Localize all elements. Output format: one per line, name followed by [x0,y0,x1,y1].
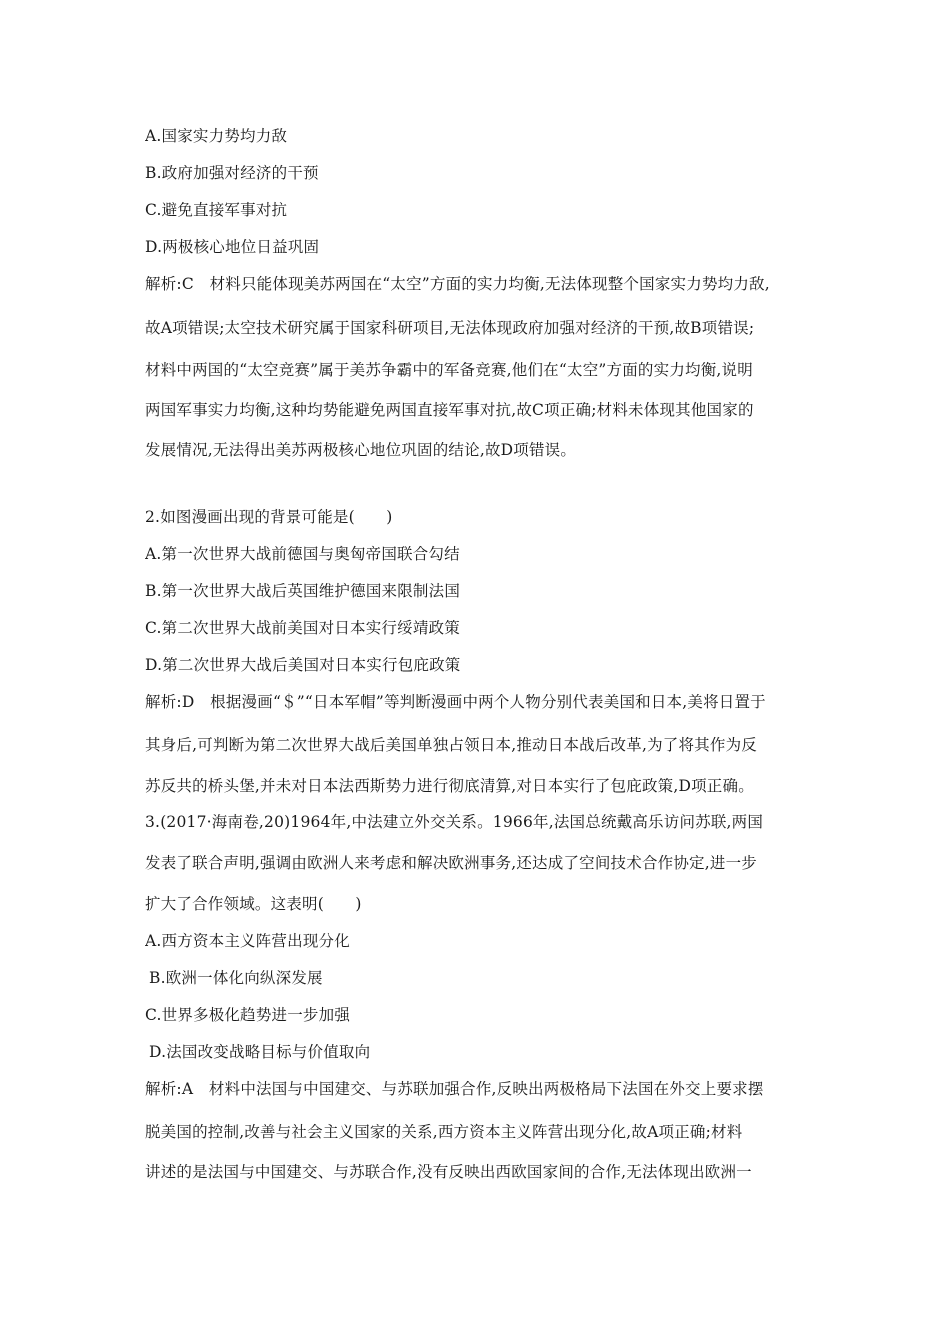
q3-option-d: D.法国改变战略目标与价值取向 [149,1043,371,1061]
q2-analysis-line: 苏反共的桥头堡,并未对日本法西斯势力进行彻底清算,对日本实行了包庇政策,D项正确。 [145,777,754,795]
q1-analysis-line: 发展情况,无法得出美苏两极核心地位巩固的结论,故D项错误。 [145,441,577,459]
q2-option-d: D.第二次世界大战后美国对日本实行包庇政策 [145,656,461,674]
q3-analysis-line: 脱美国的控制,改善与社会主义国家的关系,西方资本主义阵营出现分化,故A项正确;材料 [145,1123,743,1141]
q2-analysis-line: 解析:D 根据漫画“＄”“日本军帽”等判断漫画中两个人物分别代表美国和日本,美将日置于 [145,693,766,711]
q1-option-c: C.避免直接军事对抗 [145,201,288,219]
q1-analysis-line: 两国军事实力均衡,这种均势能避免两国直接军事对抗,故C项正确;材料未体现其他国家的 [145,401,754,419]
q1-option-a: A.国家实力势均力敌 [145,127,288,145]
q1-option-d: D.两极核心地位日益巩固 [145,238,320,256]
q3-analysis-line: 解析:A 材料中法国与中国建交、与苏联加强合作,反映出两极格局下法国在外交上要求摆 [145,1080,764,1098]
q2-stem: 2.如图漫画出现的背景可能是( ) [145,508,393,526]
q1-analysis-line: 解析:C 材料只能体现美苏两国在“太空”方面的实力均衡,无法体现整个国家实力势均力敌, [145,275,770,293]
q3-option-b: B.欧洲一体化向纵深发展 [149,969,323,987]
q1-analysis-line: 故A项错误;太空技术研究属于国家科研项目,无法体现政府加强对经济的干预,故B项错误; [145,319,755,337]
q1-option-b: B.政府加强对经济的干预 [145,164,319,182]
q2-analysis-line: 其身后,可判断为第二次世界大战后美国单独占领日本,推动日本战后改革,为了将其作为反 [145,736,757,754]
q3-stem-line: 扩大了合作领域。这表明( ) [145,895,362,913]
q2-option-c: C.第二次世界大战前美国对日本实行绥靖政策 [145,619,460,637]
q3-option-a: A.西方资本主义阵营出现分化 [145,932,350,950]
q3-analysis-line: 讲述的是法国与中国建交、与苏联合作,没有反映出西欧国家间的合作,无法体现出欧洲一 [145,1163,752,1181]
q1-analysis-line: 材料中两国的“太空竞赛”属于美苏争霸中的军备竞赛,他们在“太空”方面的实力均衡,说明 [145,361,753,379]
q2-option-b: B.第一次世界大战后英国维护德国来限制法国 [145,582,461,600]
q3-stem-line: 发表了联合声明,强调由欧洲人来考虑和解决欧洲事务,还达成了空间技术合作协定,进一步 [145,854,757,872]
q3-option-c: C.世界多极化趋势进一步加强 [145,1006,351,1024]
q3-stem-line: 3.(2017·海南卷,20)1964年,中法建立外交关系。1966年,法国总统戴高乐访问苏联,两国 [145,813,764,831]
q2-option-a: A.第一次世界大战前德国与奥匈帝国联合勾结 [145,545,460,563]
